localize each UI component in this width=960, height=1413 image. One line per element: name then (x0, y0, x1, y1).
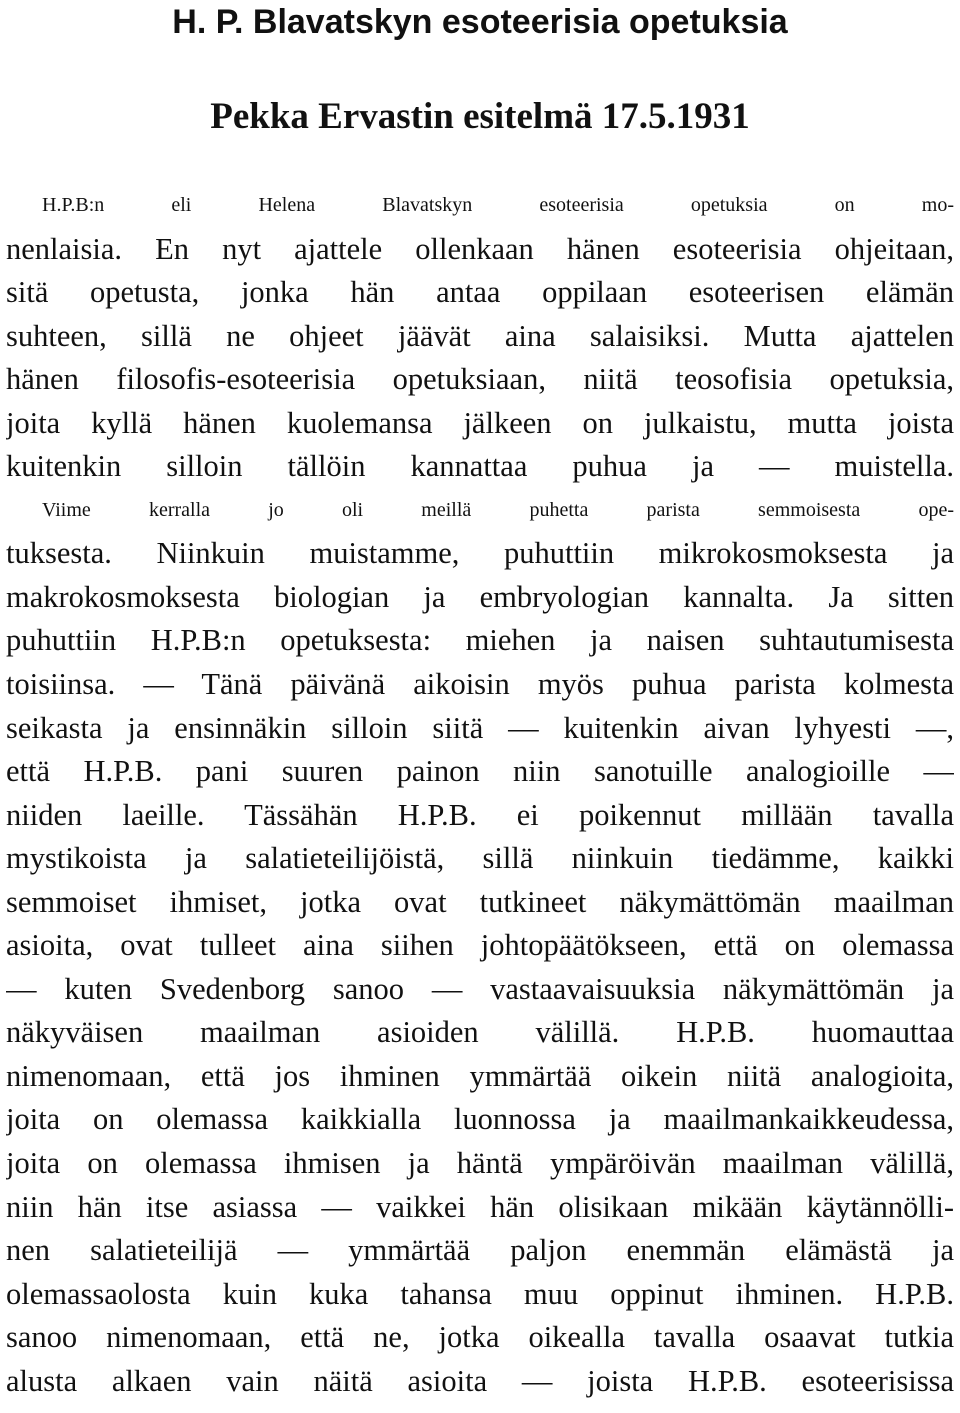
text-line: kuitenkin silloin tällöin kannattaa puhua ja — muistella. (6, 449, 954, 484)
text-line: toisiinsa. — Tänä päivänä aikoisin myös puhua parista kolmesta (6, 667, 954, 702)
text-line: joita on olemassa ihmisen ja häntä ympäröivän maailman välillä, (6, 1146, 954, 1181)
text-line: hänen filosofis-esoteerisia opetuksiaan, niitä teosofisia opetuksia, (6, 362, 954, 397)
text-line: asioita, ovat tulleet aina siihen johtopäätökseen, että on olemassa (6, 928, 954, 963)
text-line: makrokosmoksesta biologian ja embryologian kannalta. Ja sitten (6, 579, 954, 614)
text-line: olemassaolosta kuin kuka tahansa muu oppinut ihminen. H.P.B. (6, 1276, 954, 1311)
text-line: että H.P.B. pani suuren painon niin sanotuille analogioille — (6, 754, 954, 789)
text-line: nen salatieteilijä — ymmärtää paljon enemmän elämästä ja (6, 1233, 954, 1268)
text-line: suhteen, sillä ne ohjeet jäävät aina salaisiksi. Mutta ajattelen (6, 318, 954, 353)
text-line: joita kyllä hänen kuolemansa jälkeen on julkaistu, mutta joista (6, 405, 954, 440)
text-line: niin hän itse asiassa — vaikkei hän olisikaan mikään käytännölli- (6, 1189, 954, 1224)
text-line: H.P.B:n eli Helena Blavatskyn esoteerisia opetuksia on mo- (42, 194, 954, 216)
text-line: mystikoista ja salatieteilijöistä, sillä niinkuin tiedämme, kaikki (6, 841, 954, 876)
text-line: niiden laeille. Tässähän H.P.B. ei poikennut millään tavalla (6, 797, 954, 832)
text-line: alusta alkaen vain näitä asioita — joista H.P.B. esoteerisissa (6, 1363, 954, 1398)
text-line: Viime kerralla jo oli meillä puhetta parista semmoisesta ope- (42, 498, 954, 521)
body-paragraph (6, 184, 954, 1403)
text-line: nimenomaan, että jos ihminen ymmärtää oikein niitä analogioita, (6, 1058, 954, 1093)
text-line: tuksesta. Niinkuin muistamme, puhuttiin mikrokosmoksesta ja (6, 536, 954, 571)
text-line: semmoiset ihmiset, jotka ovat tutkineet näkymättömän maailman (6, 884, 954, 919)
text-line: sitä opetusta, jonka hän antaa oppilaan esoteerisen elämän (6, 275, 954, 310)
text-line: näkyväisen maailman asioiden välillä. H.P.B. huomauttaa (6, 1015, 954, 1050)
text-line: — kuten Svedenborg sanoo — vastaavaisuuksia näkymättömän ja (6, 971, 954, 1006)
document-title: H. P. Blavatskyn esoteerisia opetuksia (172, 3, 788, 41)
document-subtitle: Pekka Ervastin esitelmä 17.5.1931 (210, 96, 750, 137)
text-line: puhuttiin H.P.B:n opetuksesta: miehen ja naisen suhtautumisesta (6, 623, 954, 658)
text-line: joita on olemassa kaikkialla luonnossa ja maailmankaikkeudessa, (6, 1102, 954, 1137)
text-line: nenlaisia. En nyt ajattele ollenkaan hänen esoteerisia ohjeitaan, (6, 231, 954, 266)
text-line: sanoo nimenomaan, että ne, jotka oikealla tavalla osaavat tutkia (6, 1320, 954, 1355)
text-line: seikasta ja ensinnäkin silloin siitä — kuitenkin aivan lyhyesti —, (6, 710, 954, 745)
